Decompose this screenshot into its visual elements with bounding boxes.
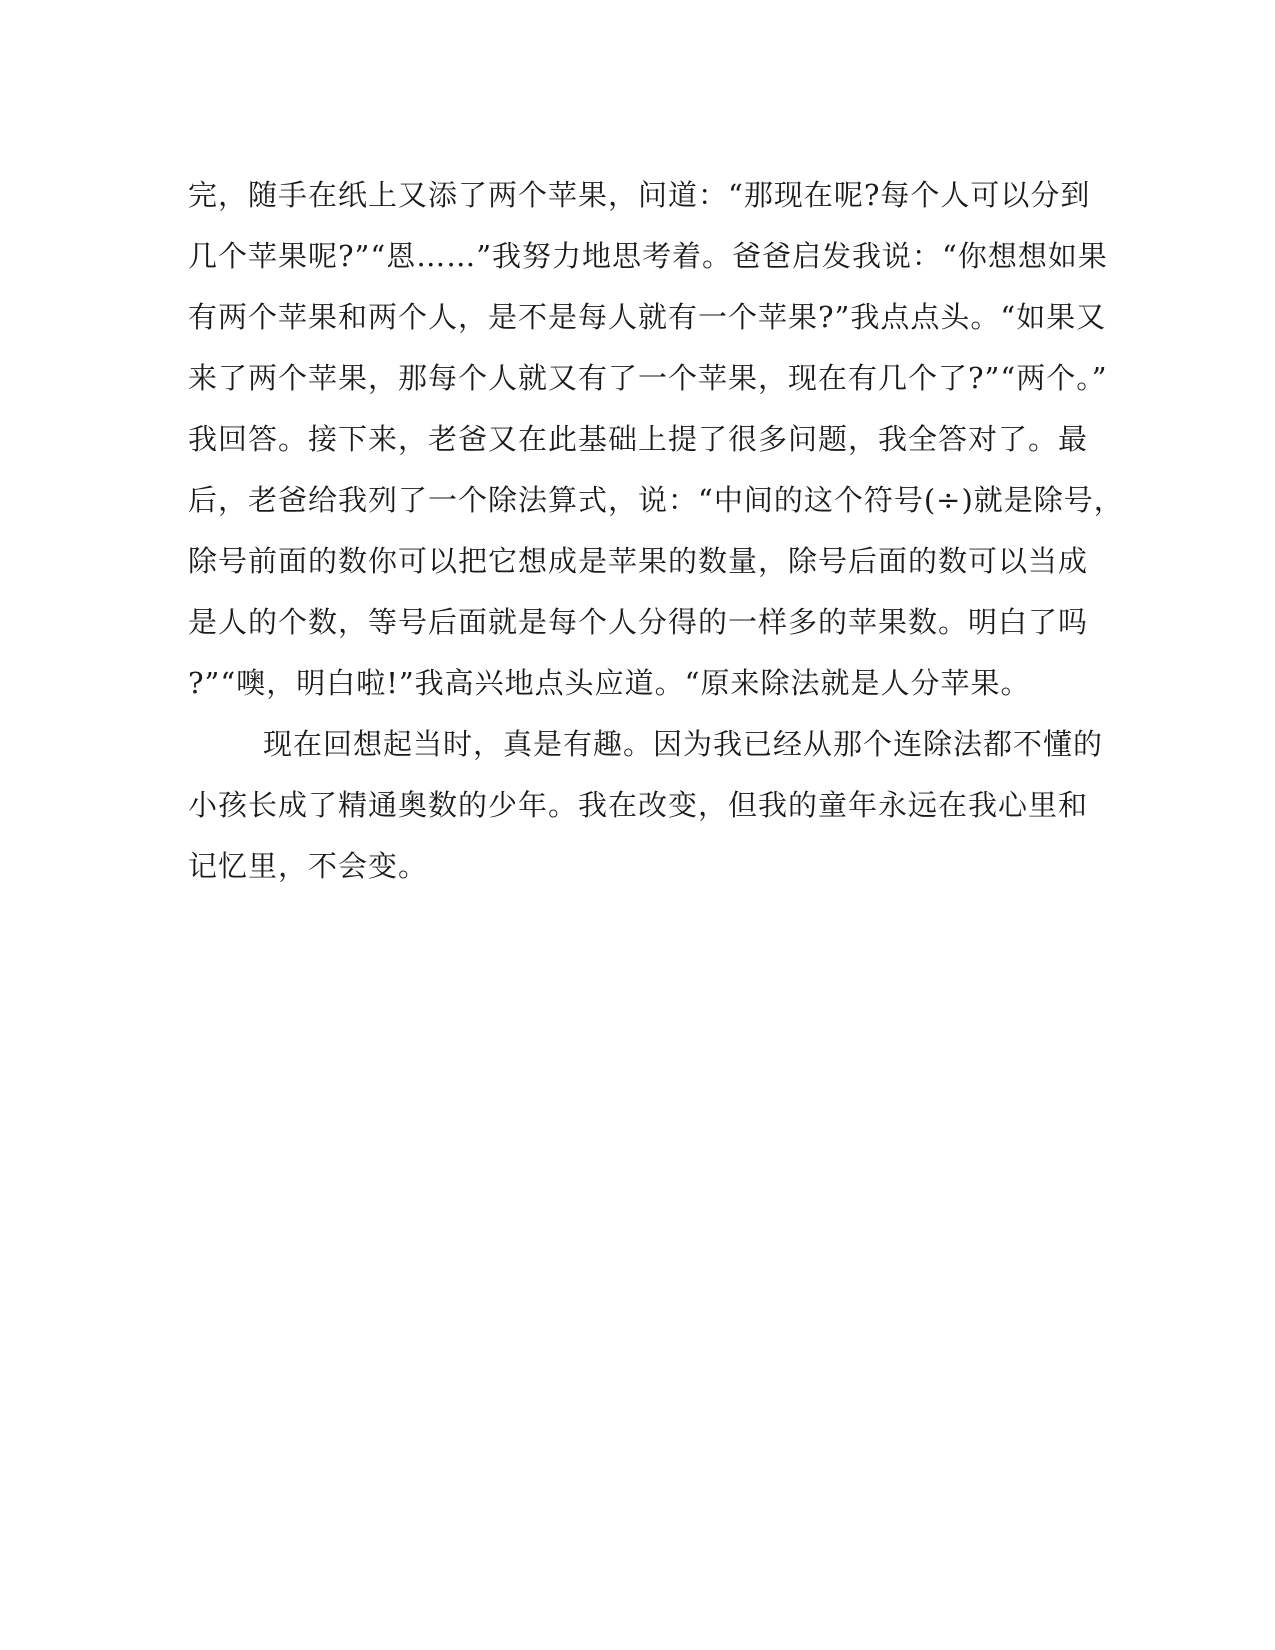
document-body	[188, 165, 1124, 897]
text-line: 小孩长成了精通奥数的少年。我在改变，但我的童年永远在我心里和	[188, 788, 1089, 822]
text-line: ?”“噢，明白啦!”我高兴地点头应道。“原来除法就是人分苹果。	[188, 666, 1031, 700]
text-line: 现在回想起当时，真是有趣。因为我已经从那个连除法都不懂的	[263, 727, 1104, 761]
text-line: 除号前面的数你可以把它想成是苹果的数量，除号后面的数可以当成	[188, 544, 1089, 578]
text-line: 几个苹果呢?”“恩……”我努力地思考着。爸爸启发我说：“你想想如果	[188, 239, 1108, 273]
paragraph-2	[188, 714, 1104, 897]
text-line: 后，老爸给我列了一个除法算式，说：“中间的这个符号(÷)就是除号，	[188, 483, 1124, 517]
text-line: 完，随手在纸上又添了两个苹果，问道：“那现在呢?每个人可以分到	[188, 178, 1091, 212]
text-line: 记忆里，不会变。	[188, 849, 429, 883]
text-line: 有两个苹果和两个人，是不是每人就有一个苹果?”我点点头。“如果又	[188, 300, 1107, 334]
text-line: 我回答。接下来，老爸又在此基础上提了很多问题，我全答对了。最	[188, 422, 1089, 456]
paragraph-1	[188, 165, 1124, 714]
text-line: 来了两个苹果，那每个人就又有了一个苹果，现在有几个了?”“两个。”	[188, 361, 1108, 395]
text-line: 是人的个数，等号后面就是每个人分得的一样多的苹果数。明白了吗	[188, 605, 1089, 639]
